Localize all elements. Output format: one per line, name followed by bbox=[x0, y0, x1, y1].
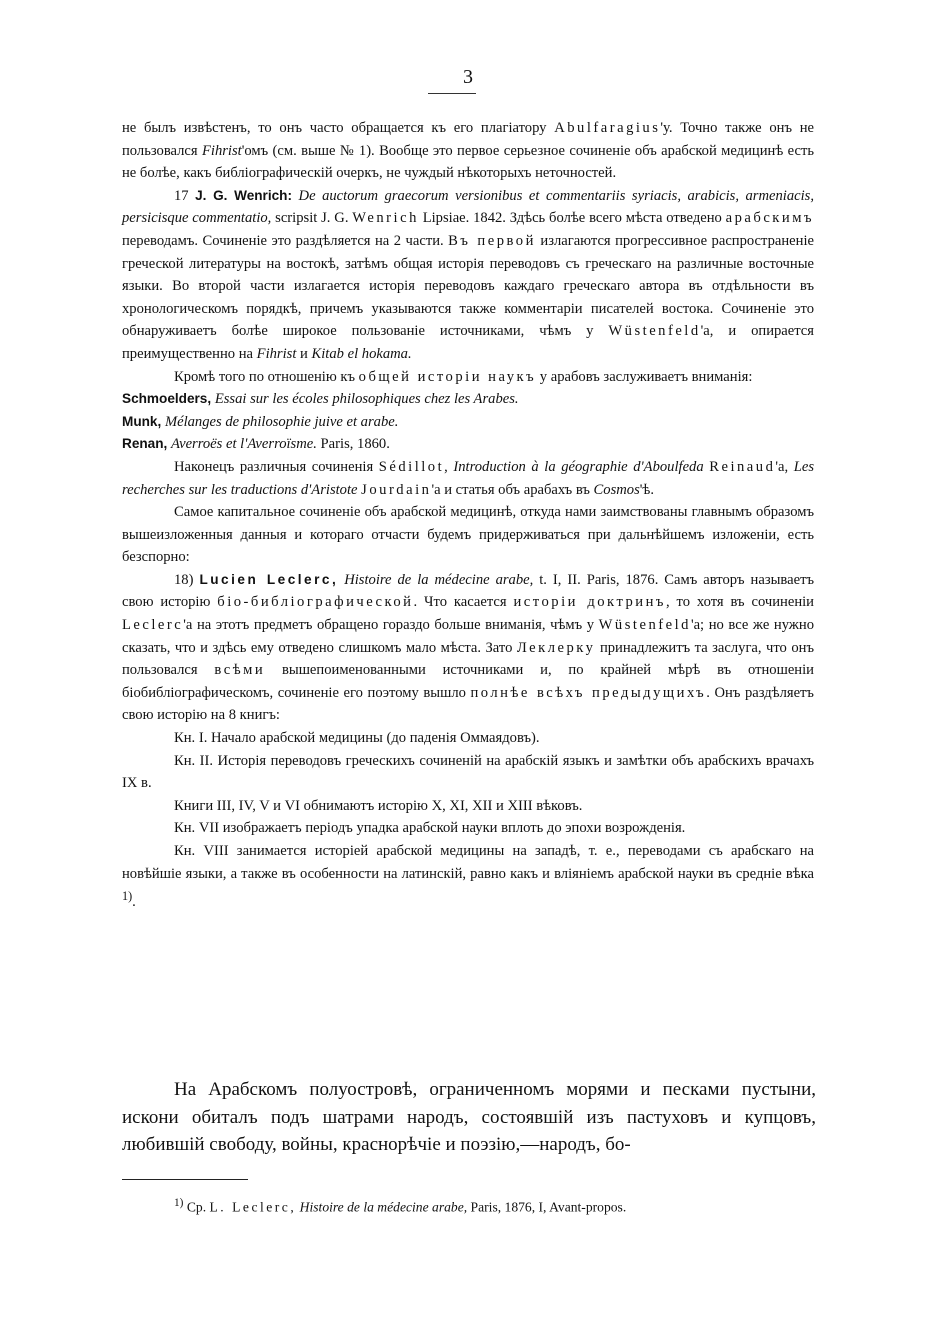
footnote: $^{1)}$ Ср. L. Leclerc, Histoire de la médecine arabe, Paris, 1876, I, Avant-propos. bbox=[174, 1197, 627, 1215]
ref-schmoelders: Schmoelders, Essai sur les écoles philosophiques chez les Arabes. bbox=[122, 391, 519, 408]
book-item: Кн. I. Начало арабской медицины (до паденія Оммаядовъ). bbox=[174, 730, 540, 747]
author-wenrich: J. G. Wenrich: bbox=[195, 187, 293, 203]
footnote-rule bbox=[122, 1179, 248, 1180]
book-item: Кн. VII изображаетъ періодъ упадка арабской науки вплоть до эпохи возрожденія. bbox=[174, 820, 686, 837]
paragraph-general-history: Кромѣ того по отношенію къ общей исторіи наукъ у арабовъ заслуживаетъ вниманія: bbox=[174, 368, 753, 385]
paragraph-other-works: Наконецъ различныя сочиненія Sédillot, Introduction à la géographie d'Aboulfeda Reinaud'а, Les recherches sur les traductions d'Aristote Jourdain'а и статья объ арабахъ въ Cosmos'ѣ. bbox=[122, 458, 814, 498]
title-leclerc: Histoire de la médecine arabe, bbox=[344, 571, 534, 588]
book-item: Кн. VIII занимается исторіей арабской медицины на западѣ, т. е., переводами съ арабскаго на новѣйшіе языки, а также въ особенности на латинскій, равно какъ и вліяніемъ арабской науки въ средніе вѣка $^{1)}$. bbox=[122, 843, 814, 911]
book-item: Кн. II. Исторія переводовъ греческихъ сочиненій на арабскій языкъ и замѣтки объ арабскихъ врачахъ IX в. bbox=[122, 752, 814, 792]
title-wenrich: De auctorum graecorum versionibus et commentariis syriacis, arabicis, armeniacis, persicisque commentatio, bbox=[122, 187, 814, 227]
paragraph-capital-work: Самое капитальное сочиненіе объ арабской медицинѣ, откуда нами заимствованы главнымъ образомъ вышеизложенныя данныя и котораго отчасти будемъ придерживаться при дальнѣйшемъ изложеніи, есть безспорно: bbox=[122, 504, 814, 566]
paragraph-1: не былъ извѣстенъ, то онъ часто обращается къ его плагіатору Abulfaragius'у. Точно также онъ не пользовался Fihrist'омъ (см. выше № 1). Вообще это первое серьезное сочиненіе объ арабской медицинѣ есть не болѣе, какъ библіографическій очеркъ, не чуждый нѣкоторыхъ неточностей. bbox=[122, 120, 814, 182]
footnote-number: 1) bbox=[174, 1197, 184, 1209]
author-leclerc: Lucien Leclerc, bbox=[199, 571, 339, 587]
ref-renan: Renan, Averroës et l'Averroïsme. Paris, 1860. bbox=[122, 436, 390, 453]
footnote-marker: 1) bbox=[122, 889, 133, 904]
book-item: Книги III, IV, V и VI обнимаютъ исторію X, XI, XII и XIII вѣковъ. bbox=[174, 797, 583, 814]
paragraph-leclerc: 18) Lucien Leclerc, Histoire de la médecine arabe, t. I, II. Paris, 1876. Самъ авторъ называетъ свою исторію біо-библіографической. Что касается исторіи доктринъ, то хотя въ сочиненіи Leclerc'а на этотъ предметъ обращено гораздо больше вниманія, чѣмъ у Wüstenfeld'а; но все же нужно сказать, что и здѣсь ему отведено слишкомъ мало мѣста. Зато Леклерку принадлежитъ та заслуга, что онъ пользовался всѣми вышепоименованными источниками и, по крайней мѣрѣ въ отношеніи біобиблiографическомъ, сочиненіе его поэтому вышло полнѣе всѣхъ предыдущихъ. Онъ раздѣляетъ свою исторію на 8 книгъ: bbox=[122, 571, 815, 724]
main-paragraph: На Арабскомъ полуостровѣ, ограниченномъ морями и песками пустыни, искони обиталъ подъ шатрами народъ, состоявшій изъ пастуховъ и купцовъ, любившій свободу, войны, краснорѣчіе и поэзію,—народъ, бо- bbox=[122, 1079, 816, 1155]
page-number-rule bbox=[428, 93, 476, 94]
ref-munk: Munk, Mélanges de philosophie juive et arabe. bbox=[122, 413, 399, 430]
page-number: 3 bbox=[463, 66, 473, 88]
body-text bbox=[122, 117, 814, 914]
main-text bbox=[122, 1076, 816, 1159]
paragraph-wenrich: 17 J. G. Wenrich: De auctorum graecorum versionibus et commentariis syriacis, arabicis, armeniacis, persicisque commentatio, scripsit J. G. Wenrich Lipsiae. 1842. Здѣсь болѣе всего мѣста отведено арабскимъ переводамъ. Сочиненіе это раздѣляется на 2 части. Въ первой излагаются прогрессивное распространеніе греческой литературы на востокѣ, затѣмъ общая исторія переводовъ съ греческаго на различные восточные языки. Во второй части излагается исторія переводовъ каждаго греческаго автора въ отдѣльности въ хронологическомъ порядкѣ, причемъ указываются также комментаріи писателей востока. Сочиненіе это обнаруживаетъ болѣе широкое пользованіе источниками, чѣмъ у Wüstenfeld'а, и опирается преимущественно на Fihrist и Kitab el hokama. bbox=[122, 187, 814, 362]
